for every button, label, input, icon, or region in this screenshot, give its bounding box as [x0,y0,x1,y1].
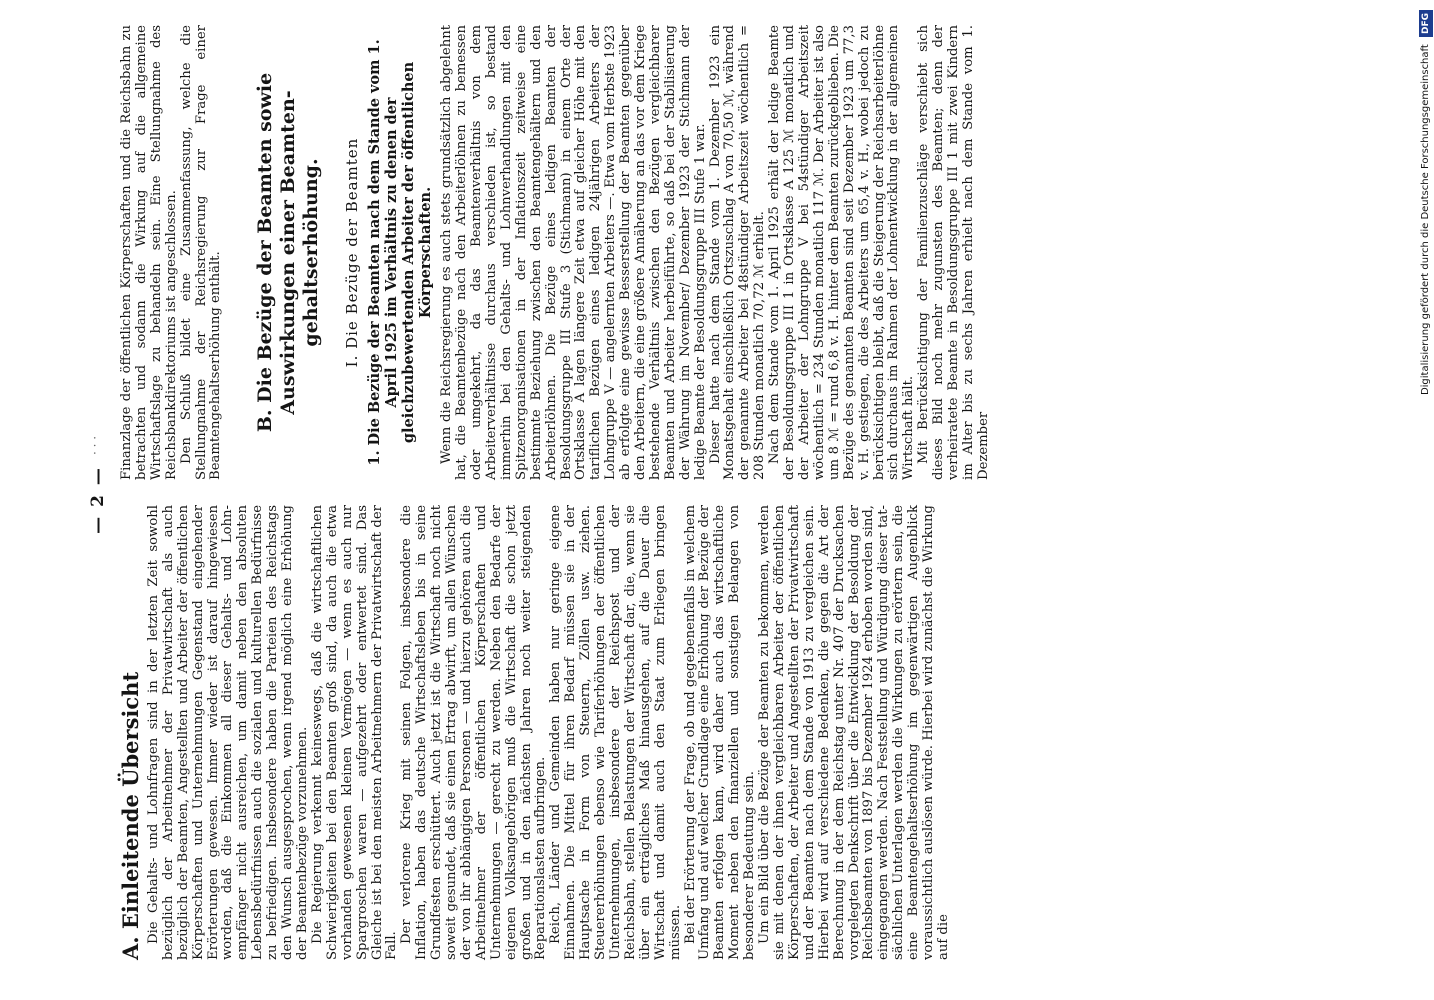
paragraph: Mit Berücksichtigung der Familienzuschläge verschiebt sich dieses Bild noch mehr zugunsten des Beamten; denn der verheiratete Beamte in Besoldungsgruppe III 1 mit zwei Kindern im Alter bis zu sechs Jahren erhielt nach dem Stande vom 1. Dezember [916,25,991,480]
subsection-heading: 1. Die Bezüge der Beamten nach dem Stande vom 1. April 1925 im Verhältnis zu denen der gleichzubewertenden Arbeiter der öffentlichen Körperschaften. [366,39,435,466]
side-note [1410,0,1434,1000]
paragraph: Die Regierung verkennt keineswegs, daß die wirtschaftlichen Schwierigkeiten bei den Beamten groß sind, da auch die etwa vorhanden gewesenen kleinen Vermögen — wenn es auch nur Spargroschen waren — aufgezehrt oder entwertet sind. Das Gleiche ist bei den meisten Arbeitnehmern der Privatwirtschaft der Fall. [309,505,400,960]
page-number: — 2 — [88,466,108,534]
digitization-note: Digitalisierung gefördert durch die Deutsche Forschungsgemeinschaft [1420,44,1431,396]
paragraph: Bei der Erörterung der Frage, ob und gegebenenfalls in welchem Umfang und auf welcher Grundlage eine Erhöhung der Bezüge der Beamten erfolgen kann, wird daher auch das wirtschaftliche Moment neben den finanziellen und sonstigen Belangen von besonderer Bedeutung sein. [682,505,758,960]
header-dots: · · · [88,435,102,455]
paragraph: Der verlorene Krieg mit seinen Folgen, insbesondere die Inflation, haben das deutsche Wirtschaftsleben bis in seine Grundfesten erschüttert. Auch jetzt ist die Wirtschaft noch nicht soweit gesundet, daß sie einen Ertrag abwirft, um allen Wünschen der von ihr abhängigen Personen — und hierzu gehören auch die Arbeitnehmer der öffentlichen Körperschaften und Unternehmungen — gerecht zu werden. Neben den Bedarfe der eigenen Volksangehörigen muß die Wirtschaft die schon jetzt großen und in den nächsten Jahren noch weiter steigenden Reparationslasten aufbringen. [399,505,549,960]
paragraph: Um ein Bild über die Bezüge der Beamten zu bekommen, werden sie mit denen der ihnen vergleichbaren Arbeiter der öffentlichen Körperschaften, der Arbeiter und Angestellten der Privatwirtschaft und der Beamten nach dem Stande von 1913 zu vergleichen sein. Hierbei wird auf verschiedene Bedenken, die gegen die Art der Berechnung in der dem Reichstag unter Nr. 407 der Drucksachen vorgelegten Denkschrift über die Entwicklung der Besoldung der Reichsbeamten von 1897 bis Dezember 1924 erhoben worden sind, eingegangen werden. Nach Feststellung und Würdigung dieser tatsächlichen Unterlagen werden die Wirkungen zu erörtern sein, die eine Beamtengehaltserhöhung im gegenwärtigen Augenblick voraussichtlich auslösen würde. Hierbei wird zunächst die Wirkung auf die [757,505,951,960]
paragraph: Wenn die Reichsregierung es auch stets grundsätzlich abgelehnt hat, die Beamtenbezüge nach den Arbeiterlöhnen zu bemessen oder umgekehrt, da das Beamtenverhältnis von dem Arbeiterverhältnisse durchaus verschieden ist, so bestand immerhin bei den Gehalts- und Lohnverhandlungen mit den Spitzenorganisationen in der Inflationszeit zeitweise eine bestimmte Beziehung zwischen den Beamtengehältern und den Arbeiterlöhnen. Die Bezüge eines ledigen Beamten der Besoldungsgruppe III Stufe 3 (Stichmann) in einem Orte der Ortsklasse A lagen längere Zeit etwa auf gleicher Höhe mit den tariflichen Bezügen eines ledigen 24jährigen Arbeiters der Lohngruppe V — angelernten Arbeiters —. Etwa vom Herbste 1923 ab erfolgte eine gewisse Besserstellung der Beamten gegenüber den Arbeitern, die eine größere Annäherung an das vor dem Kriege bestehende Verhältnis zwischen den Bezügen vergleichbarer Beamten und Arbeiter herbeiführte, so daß bei der Stabilisierung der Währung im November/ Dezember 1923 der Stichmann der ledige Beamte der Besoldungsgruppe III Stufe 1 war. [439,25,708,480]
paragraph: Den Schluß bildet eine Zusammenfassung, welche die Stellungnahme der Reichsregierung zur Frage einer Beamtengehaltserhöhung enthält. [178,25,224,480]
left-column [120,505,952,960]
section-b-heading: B. Die Bezüge der Beamten sowie Auswirkungen einer Beamtengehaltserhöhung. [254,72,323,433]
paragraph: Finanzlage der öffentlichen Körperschaften und die Reichsbahn zu betrachten und sodann die Wirkung auf die allgemeine Wirtschaftslage zu behandeln sein. Eine Stellungnahme des Reichsbankdirektoriums ist angeschlossen. [119,25,179,480]
paragraph: Reich, Länder und Gemeinden haben nur geringe eigene Einnahmen. Die Mittel für ihren Bedarf müssen sie in der Hauptsache in Form von Steuern, Zöllen usw. ziehen. Steuererhöhungen ebenso wie Tariferhöhungen der öffentlichen Unternehmungen, insbesondere der Reichspost und der Reichsbahn, stellen Belastungen der Wirtschaft dar, die, wenn sie über ein erträgliches Maß hinausgehen, auf die Dauer die Wirtschaft und damit auch den Staat zum Erliegen bringen müssen. [548,505,683,960]
subsection-heading: I. Die Bezüge der Beamten [343,137,362,368]
section-a-heading: A. Einleitende Übersicht [118,671,143,960]
paragraph: Die Gehalts- und Lohnfragen sind in der letzten Zeit sowohl bezüglich der Arbeitnehmer der Privatwirtschaft als auch bezüglich der Beamten, Angestellten und Arbeiter der öffentlichen Körperschaften und Unternehmungen Gegenstand eingehender Erörterungen gewesen. Immer wieder ist darauf hingewiesen worden, daß die Einkommen all dieser Gehalts- und Lohnempfänger nicht ausreichen, um damit neben den absoluten Lebensbedürfnissen auch die sozialen und kulturellen Bedürfnisse zu befriedigen. Insbesondere haben die Parteien des Reichstags den Wunsch ausgesprochen, wenn irgend möglich eine Erhöhung der Beamtenbezüge vorzunehmen. [145,505,310,960]
dfg-logo: DFG [1419,10,1433,37]
paragraph: Nach dem Stande vom 1. April 1925 erhält der ledige Beamte der Besoldungsgruppe III 1 in Ortsklasse A 125 ℳ monatlich und der Arbeiter der Lohngruppe V bei 54stündiger Arbeitszeit wöchentlich = 234 Stunden monatlich 117 ℳ. Der Arbeiter ist also um 8 ℳ = rund 6,8 v. H. hinter dem Beamten zurückgeblieben. Die Bezüge des genannten Beamten sind seit Dezember 1923 um 77,3 v. H. gestiegen, die des Arbeiters um 65,4 v. H., wobei jedoch zu berücksichtigen bleibt, daß die Steigerung der Reichsarbeiterlöhne sich durchaus im Rahmen der Lohnentwicklung in der allgemeinen Wirtschaft hält. [767,25,917,480]
right-column [120,25,992,480]
paragraph: Dieser hatte nach dem Stande vom 1. Dezember 1923 ein Monatsgehalt einschließlich Ortszuschlag A von 70,50 ℳ, während der genannte Arbeiter bei 48stündiger Arbeitszeit wöchentlich = 208 Stunden monatlich 70,72 ℳ erhielt. [707,25,768,480]
